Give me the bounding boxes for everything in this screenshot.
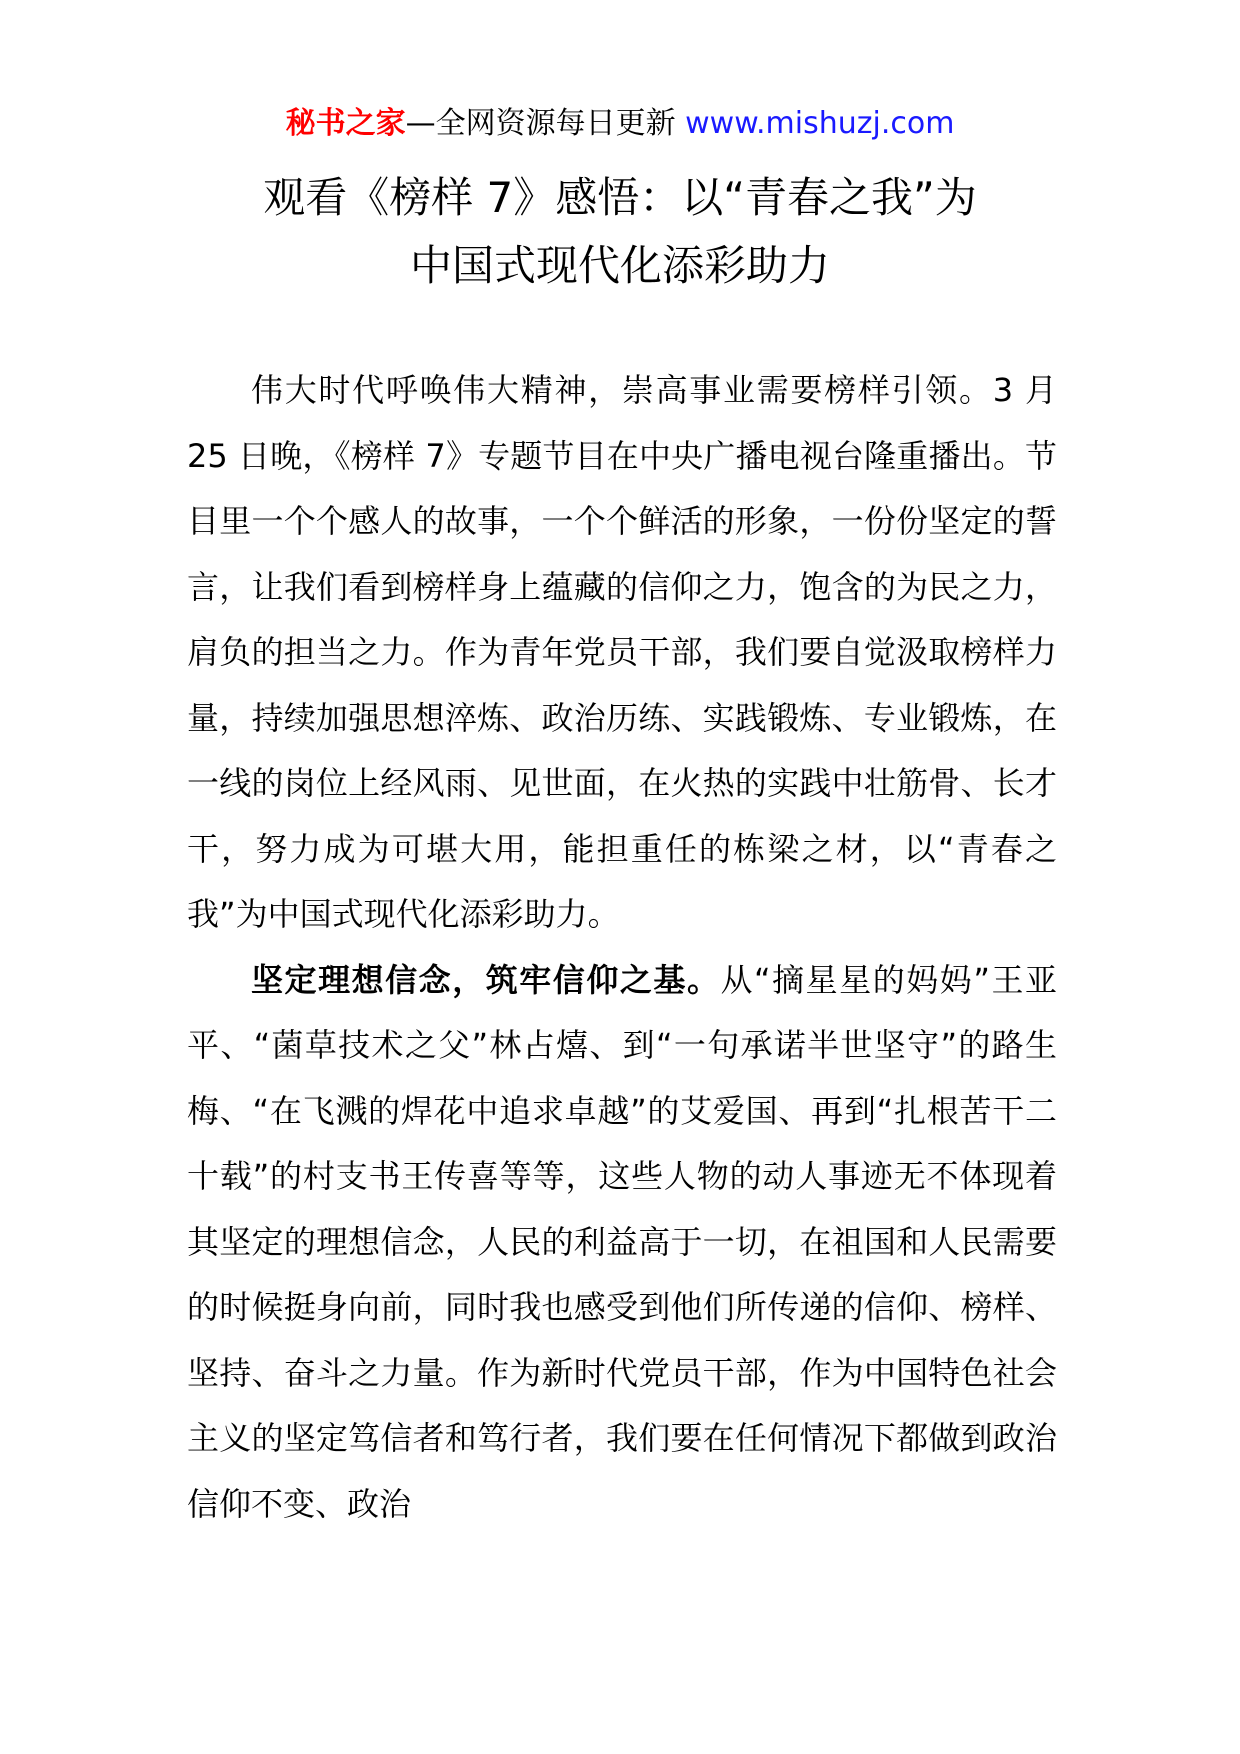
paragraph-2 <box>187 948 1057 1538</box>
site-url[interactable]: www.mishuzj.com <box>685 106 955 141</box>
site-header <box>0 104 1240 144</box>
site-brand: 秘书之家 <box>285 106 406 141</box>
paragraph-2-lead: 坚定理想信念，筑牢信仰之基。 <box>251 960 721 999</box>
article-title-line-1: 观看《榜样 7》感悟：以“青春之我”为 <box>263 173 977 222</box>
article-body <box>187 358 1057 1537</box>
paragraph-2-body: 从“摘星星的妈妈”王亚平、“菌草技术之父”林占熺、到“一句承诺半世坚守”的路生梅、“在飞溅的焊花中追求卓越”的艾爱国、再到“扎根苦干二十载”的村支书王传喜等等，这些人物的动人事迹无不体现着其坚定的理想信念，人民的利益高于一切，在祖国和人民需要的时候挺身向前，同时我也感受到他们所传递的信仰、榜样、坚持、奋斗之力量。作为新时代党员干部，作为中国特色社会主义的坚定笃信者和笃行者，我们要在任何情况下都做到政治信仰不变、政治 <box>187 960 1057 1523</box>
site-tagline: —全网资源每日更新 <box>405 106 686 141</box>
article-title-line-2: 中国式现代化添彩助力 <box>409 241 830 290</box>
article-title <box>150 164 1090 300</box>
paragraph-1: 伟大时代呼唤伟大精神，崇高事业需要榜样引领。3 月 25 日晚，《榜样 7》专题节目在中央广播电视台隆重播出。节目里一个个感人的故事，一个个鲜活的形象，一份份坚定的誓言，让我们看到榜样身上蕴藏的信仰之力，饱含的为民之力，肩负的担当之力。作为青年党员干部，我们要自觉汲取榜样力量，持续加强思想淬炼、政治历练、实践锻炼、专业锻炼，在一线的岗位上经风雨、见世面，在火热的实践中壮筋骨、长才干，努力成为可堪大用，能担重任的栋梁之材，以“青春之我”为中国式现代化添彩助力。 <box>187 371 1057 933</box>
